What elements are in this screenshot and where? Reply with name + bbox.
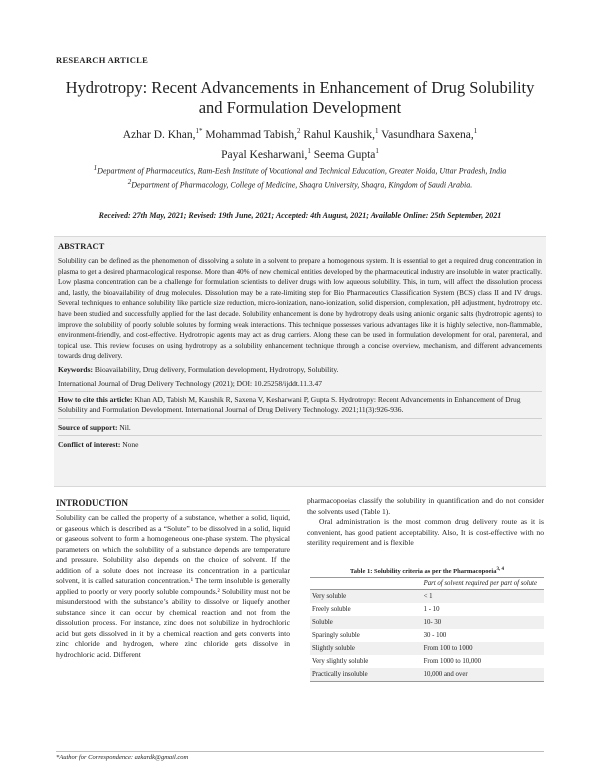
table-row: [310, 590, 544, 604]
author-list: [80, 123, 520, 163]
table-cell: Sparingly soluble: [312, 632, 360, 639]
author[interactable]: Azhar D. Khan,$^{1*}$: [122, 127, 203, 141]
correspondence-footnote[interactable]: *Author for Correspondence: azkardk@gmail.com: [56, 754, 189, 761]
section-divider: [56, 510, 290, 511]
conflict-of-interest: Conflict of interest: None: [58, 439, 139, 449]
table-caption: Table 1: Solubility criteria as per the Pharmacopoeia$^{3, 4}$: [350, 567, 504, 576]
table-row: [310, 655, 544, 668]
intro-right-column: [307, 496, 544, 549]
section-heading-introduction: INTRODUCTION: [56, 498, 129, 508]
intro-left-column: [56, 513, 290, 660]
citation-block: How to cite this article: Khan AD, Tabish M, Kaushik R, Saxena V, Kesharwani P, Gupta S. Hydrotropy: Recent Advancements in Enhancement of Drug Solubility and Formulation Development. International Journal of Drug Delivery Technology. 2021;11(3):926-936.: [58, 394, 521, 415]
article-type-label: RESEARCH ARTICLE: [56, 55, 149, 65]
table-cell: 10- 30: [418, 616, 544, 629]
intro-paragraph: Oral administration is the most common drug delivery route as it is convenient, has good patient acceptability. Also, It is cost-effective with no sterility requirement and is flexible: [307, 517, 544, 547]
table-header-cell: [310, 578, 418, 590]
author[interactable]: Seema Gupta$^1$: [313, 146, 379, 161]
abstract-divider: [58, 418, 542, 419]
intro-paragraph: pharmacopoeias classify the solubility in quantification and do not consider the solvents used (Table 1).: [307, 496, 544, 516]
footnote-divider: [56, 751, 544, 752]
table-cell: From 100 to 1000: [418, 642, 544, 655]
table-cell: < 1: [418, 590, 544, 604]
table-header-row: [310, 578, 544, 590]
keywords: Keywords: Bioavailability, Drug delivery, Formulation development, Hydrotropy, Solubility.: [58, 364, 339, 374]
source-of-support: Source of support: Nil.: [58, 422, 131, 432]
abstract-divider: [58, 391, 542, 392]
author[interactable]: Rahul Kaushik,$^1$: [303, 127, 379, 141]
table-row: [310, 603, 544, 616]
table-row: [310, 616, 544, 629]
abstract-heading: ABSTRACT: [58, 241, 105, 251]
table-header-cell: Part of solvent required per part of solute: [418, 578, 544, 590]
solubility-table: [310, 577, 544, 682]
table-cell: Very slightly soluble: [312, 658, 369, 665]
abstract-body: Solubility can be defined as the phenomenon of dissolving a solute in a solvent to prepare a homogenous system. It is essential to get a required drug concentration in plasma to get a desired pharmacological response. More than 40% of new chemical entities developed by the pharmaceutical industry are insoluble in water practically. Low plasma concentration can be a challenge for formulation scientists to deliver drugs with low aqueous solubility. This, in turn, will affect the dissolution process and, lastly, the bioavailability of drug molecules. Dissolution may be a rate-limiting step for Bio Pharmaceutics Classification System (BCS) class II and IV drugs. Several techniques to enhance solubility like particle size reduction, micro-ionization, nano-ionization, solid dispersion, complexation, pH adjustment, hydrotropy etc. have been studied and successfully applied for the last decade. Solubility enhancement is done by hydrotropy deals using anionic organic salts (hydrotropic agents) to improve the solubility of poorly soluble solutes by forming weak interactions. This technique possesses various advantages like it is highly selective, non-flammable, environment-friendly, and cost-effective. Hydrotropic agents may act as drug carriers. Along these can be used in formulation development for oral, parenteral, and topical use. This review focuses on using hydrotropy as a solubility enhancement technique through a concise overview, mechanism, and different advancements towards drug delivery.: [58, 257, 542, 361]
table-cell: 30 - 100: [423, 632, 447, 639]
intro-paragraph: Solubility can be called the property of a substance, whether a solid, liquid, or gaseous which is described as a “Solute” to be dissolved in a solid, liquid or gaseous solvent to form a homogeneous one-phase system. The physical parameters on which the solubility of a substance depends are temperature and pressure. Solubility also depends on the choice of solvent. If the addition of a solute does not increase its concentration in a particular solvent, it is called saturation concentration.¹ The term insoluble is generally applied to poorly or very poorly soluble compounds.² Solubility must not be misunderstood with the substance’s ability to dissolve or liquefy another substance since it can occur by chemical reaction and not from the dissolution process. For instance, zinc does not solubilize in hydrochloric acid but gets dissolved in it by a chemical reaction and gets converts into zinc chloride and hydrogen, where zinc chloride gets dissolve in hydrochloric acid. Different: [56, 513, 290, 659]
abstract-box: [54, 236, 546, 487]
abstract-divider: [58, 435, 542, 436]
table-cell: Slightly soluble: [310, 642, 418, 655]
affiliation: $^1$Department of Pharmaceutics, Ram-Eesh Institute of Vocational and Technical Education, Greater Noida, Uttar Pradesh, India: [93, 164, 507, 176]
table-cell: Practically insoluble: [310, 668, 418, 682]
table-cell: 10,000 and over: [418, 668, 544, 682]
publication-dates: Received: 27th May, 2021; Revised: 19th June, 2021; Accepted: 4th August, 2021; Available Online: 25th September, 2021: [98, 211, 502, 220]
table-cell: Soluble: [310, 616, 418, 629]
journal-doi-line[interactable]: International Journal of Drug Delivery Technology (2021); DOI: 10.25258/ijddt.11.3.47: [58, 378, 323, 388]
author[interactable]: Vasundhara Saxena,$^1$: [381, 127, 478, 141]
author[interactable]: Mohammad Tabish,$^2$: [205, 127, 301, 141]
table-cell: From 1000 to 10,000: [423, 658, 482, 665]
table-row: [310, 629, 544, 642]
affiliation: $^2$Department of Pharmacology, College of Medicine, Shaqra University, Shaqra, Kingdom of Saudi Arabia.: [127, 178, 473, 190]
article-title: Hydrotropy: Recent Advancements in Enhancement of Drug Solubility and Formulation Development: [65, 78, 535, 117]
table-cell: Freely soluble: [312, 606, 351, 613]
table-row: [310, 668, 544, 682]
table-row: [310, 642, 544, 655]
table-cell: 1 - 10: [423, 606, 440, 613]
affiliations: [70, 163, 530, 191]
author[interactable]: Payal Kesharwani,$^1$: [221, 146, 311, 161]
table-cell: Very soluble: [310, 590, 418, 604]
